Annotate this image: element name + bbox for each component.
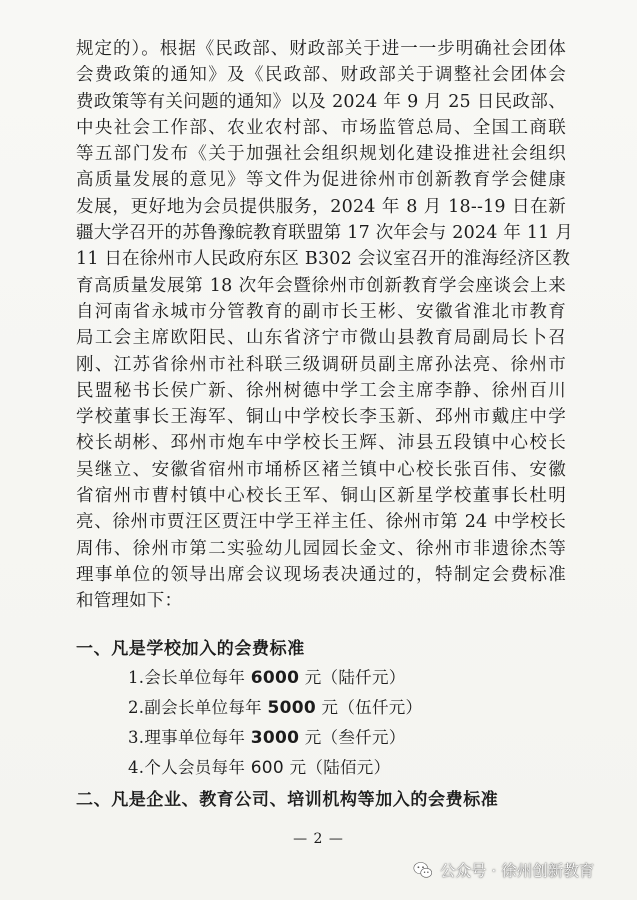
fee-item-vice-president — [128, 694, 422, 718]
fee-label: 2.副会长单位每年 — [128, 698, 268, 717]
body-line: 学校董事长王海军、铜山中学校长李玉新、邳州市戴庄中学 — [76, 407, 566, 428]
body-line: 省宿州市曹村镇中心校长王军、铜山区新星学校董事长杜明 — [76, 486, 566, 507]
fee-amount: 3000 — [250, 728, 300, 748]
fee-item-individual — [128, 754, 390, 778]
body-line: 周伟、徐州市第二实验幼儿园园长金文、徐州市非遗徐杰等 — [76, 538, 566, 559]
body-line: 理事单位的领导出席会议现场表决通过的，特制定会费标准 — [76, 564, 566, 585]
fee-label: 1.会长单位每年 — [128, 668, 251, 687]
body-line: 费政策等有关问题的通知》以及 2024 年 9 月 25 日民政部、 — [76, 91, 566, 112]
section-heading-enterprises: 二、凡是企业、教育公司、培训机构等加入的会费标准 — [76, 790, 499, 810]
body-line: 发展，更好地为会员提供服务，2024 年 8 月 18--19 日在新 — [76, 196, 566, 217]
fee-item-president — [128, 664, 406, 688]
body-line: 民盟秘书长侯广新、徐州树德中学工会主席李静、徐州百川 — [76, 380, 566, 401]
body-line: 局工会主席欧阳民、山东省济宁市微山县教育局副局长卜召 — [76, 328, 566, 349]
fee-label: 3.理事单位每年 — [128, 728, 251, 747]
body-line: 吴继立、安徽省宿州市埇桥区褚兰镇中心校长张百伟、安徽 — [76, 459, 566, 480]
fee-suffix: 元（叁仟元） — [299, 728, 406, 747]
body-line: 高质量发展的意见》等文件为促进徐州市创新教育学会健康 — [76, 170, 566, 191]
fee-suffix: 元（陆仟元） — [299, 668, 406, 687]
fee-suffix: 元（伍仟元） — [316, 698, 423, 717]
fee-suffix: 元（陆佰元） — [284, 758, 391, 777]
wechat-icon — [412, 859, 434, 881]
body-line: 育高质量发展第 18 次年会暨徐州市创新教育学会座谈会上来 — [76, 275, 566, 296]
body-line: 和管理如下： — [76, 591, 183, 612]
body-line: 疆大学召开的苏鲁豫皖教育联盟第 17 次年会与 2024 年 11 月 — [76, 223, 573, 244]
fee-amount: 5000 — [267, 698, 317, 718]
body-line: 规定的）。根据《民政部、财政部关于进一一步明确社会团体 — [76, 39, 566, 59]
fee-label: 4.个人会员每年 — [128, 758, 251, 777]
body-line: 刚、江苏省徐州市社科联三级调研员副主席孙法亮、徐州市 — [76, 354, 566, 375]
body-line: 校长胡彬、邳州市炮车中学校长王辉、沛县五段镇中心校长 — [76, 433, 566, 454]
fee-amount: 600 — [250, 758, 285, 778]
body-line: 亮、徐州市贾汪区贾汪中学王祥主任、徐州市第 24 中学校长 — [76, 512, 566, 533]
body-line: 11 日在徐州市人民政府东区 B302 会议室召开的淮海经济区教 — [76, 249, 571, 270]
body-paragraph — [76, 36, 573, 615]
body-line: 等五部门发布《关于加强社会组织规划化建设推进社会组织 — [76, 144, 566, 165]
watermark-text: 公众号 · 徐州创新教育 — [440, 862, 595, 880]
body-line: 中央社会工作部、农业农村部、市场监管总局、全国工商联 — [76, 117, 566, 138]
body-line: 自河南省永城市分管教育的副市长王彬、安徽省淮北市教育 — [76, 301, 566, 322]
wechat-watermark — [412, 857, 594, 883]
fee-amount: 6000 — [250, 668, 300, 688]
body-line: 会费政策的通知》及《民政部、财政部关于调整社会团体会 — [76, 65, 566, 86]
fee-item-council — [128, 724, 406, 748]
section-heading-schools: 一、凡是学校加入的会费标准 — [76, 639, 305, 659]
page-number: — 2 — — [293, 831, 344, 847]
